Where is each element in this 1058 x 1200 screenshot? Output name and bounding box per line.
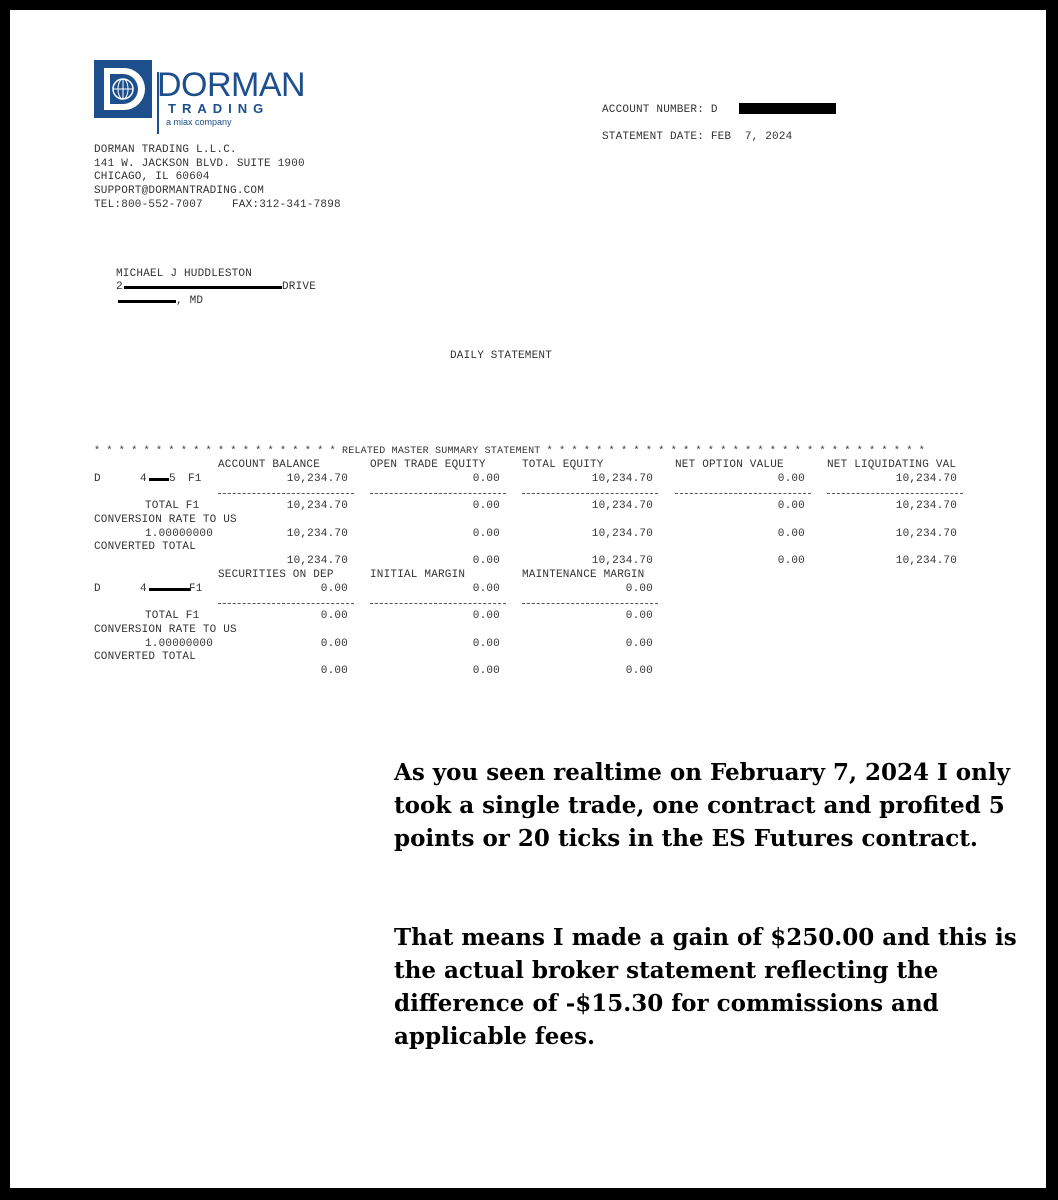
value-cell: 0.00 (625, 583, 653, 595)
account-number-label: ACCOUNT NUMBER: D (602, 104, 718, 116)
header-initial-margin: INITIAL MARGIN (370, 569, 466, 581)
client-street-suffix: DRIVE (282, 281, 317, 293)
value-cell: 10,234.70 (895, 528, 957, 540)
statement-title: DAILY STATEMENT (450, 350, 553, 362)
client-state: , MD (176, 295, 204, 307)
value-cell: 0.00 (472, 500, 500, 512)
company-city: CHICAGO, IL 60604 (94, 171, 210, 183)
company-email: SUPPORT@DORMANTRADING.COM (94, 185, 265, 197)
value-cell: 0.00 (777, 473, 805, 485)
value-cell: 0.00 (472, 473, 500, 485)
client-street-prefix: 2 (116, 281, 123, 293)
conversion-rate: 1.00000000 (145, 638, 214, 650)
redacted-city (118, 300, 176, 303)
value-cell: 0.00 (777, 500, 805, 512)
value-cell: 10,234.70 (895, 555, 957, 567)
value-cell: 0.00 (472, 638, 500, 650)
divider (218, 493, 354, 494)
account-type: F1 (188, 473, 202, 485)
dorman-logo-icon (94, 60, 152, 118)
account-number-start: 4 (140, 473, 147, 485)
value-cell: 0.00 (777, 528, 805, 540)
divider (370, 493, 506, 494)
header-net-liquidating-val: NET LIQUIDATING VAL (827, 459, 957, 471)
total-label: TOTAL F1 (145, 610, 200, 622)
value-cell: 10,234.70 (591, 473, 653, 485)
value-cell: 0.00 (625, 665, 653, 677)
account-number-end: 5 (169, 473, 176, 485)
value-cell: 10,234.70 (591, 555, 653, 567)
company-fax: FAX:312-341-7898 (232, 199, 341, 211)
value-cell: 0.00 (625, 638, 653, 650)
value-cell: 0.00 (472, 555, 500, 567)
account-prefix: D (94, 583, 101, 595)
redacted-account (149, 478, 169, 481)
divider (675, 493, 811, 494)
redacted-street (124, 286, 282, 289)
redacted-account-number (739, 103, 836, 114)
value-cell: 10,234.70 (895, 473, 957, 485)
divider (522, 493, 658, 494)
value-cell: 0.00 (320, 610, 348, 622)
header-account-balance: ACCOUNT BALANCE (218, 459, 321, 471)
value-cell: 10,234.70 (286, 555, 348, 567)
conversion-rate: 1.00000000 (145, 528, 214, 540)
value-cell: 0.00 (320, 583, 348, 595)
account-prefix: D (94, 473, 101, 485)
header-open-trade-equity: OPEN TRADE EQUITY (370, 459, 486, 471)
value-cell: 0.00 (472, 583, 500, 595)
redacted-account (149, 588, 191, 591)
total-label: TOTAL F1 (145, 500, 200, 512)
value-cell: 10,234.70 (286, 528, 348, 540)
summary-banner: * * * * * * * * * * * * * * * * * * * * RELATED MASTER SUMMARY STATEMENT * * * * * * * * * * * * * * * * * * * * * * * * * * * * * * * (94, 446, 925, 457)
value-cell: 10,234.70 (286, 500, 348, 512)
account-number-start: 4 (140, 583, 147, 595)
account-type: F1 (189, 583, 203, 595)
header-securities-on-dep: SECURITIES ON DEP (218, 569, 334, 581)
note-paragraph-2: That means I made a gain of $250.00 and this is the actual broker statement reflecting the difference of -$15.30 for commissions and applicable fees. (394, 924, 1017, 1050)
client-name: MICHAEL J HUDDLESTON (116, 268, 253, 280)
note-paragraph-1: As you seen realtime on February 7, 2024 I only took a single trade, one contract and profited 5 points or 20 ticks in the ES Futures contract. (394, 759, 1010, 852)
logo-subtitle: TRADING (168, 101, 270, 116)
value-cell: 0.00 (320, 665, 348, 677)
conversion-label: CONVERSION RATE TO US (94, 624, 237, 636)
value-cell: 0.00 (777, 555, 805, 567)
value-cell: 0.00 (472, 665, 500, 677)
logo-tagline: a miax company (166, 117, 232, 127)
value-cell: 10,234.70 (591, 500, 653, 512)
company-tel: TEL:800-552-7007 (94, 199, 203, 211)
conversion-label: CONVERSION RATE TO US (94, 514, 237, 526)
company-name: DORMAN TRADING L.L.C. (94, 144, 237, 156)
value-cell: 0.00 (472, 528, 500, 540)
value-cell: 0.00 (320, 638, 348, 650)
divider (827, 493, 963, 494)
divider (522, 603, 658, 604)
converted-total-label: CONVERTED TOTAL (94, 541, 197, 553)
header-total-equity: TOTAL EQUITY (522, 459, 604, 471)
converted-total-label: CONVERTED TOTAL (94, 651, 197, 663)
divider (218, 603, 354, 604)
header-net-option-value: NET OPTION VALUE (675, 459, 784, 471)
value-cell: 0.00 (625, 610, 653, 622)
divider (370, 603, 506, 604)
company-street: 141 W. JACKSON BLVD. SUITE 1900 (94, 158, 305, 170)
value-cell: 0.00 (472, 610, 500, 622)
logo-wordmark: DORMAN (157, 66, 306, 104)
statement-page (10, 10, 1046, 1188)
value-cell: 10,234.70 (895, 500, 957, 512)
statement-date: STATEMENT DATE: FEB 7, 2024 (602, 131, 793, 143)
value-cell: 10,234.70 (286, 473, 348, 485)
value-cell: 10,234.70 (591, 528, 653, 540)
header-maintenance-margin: MAINTENANCE MARGIN (522, 569, 645, 581)
